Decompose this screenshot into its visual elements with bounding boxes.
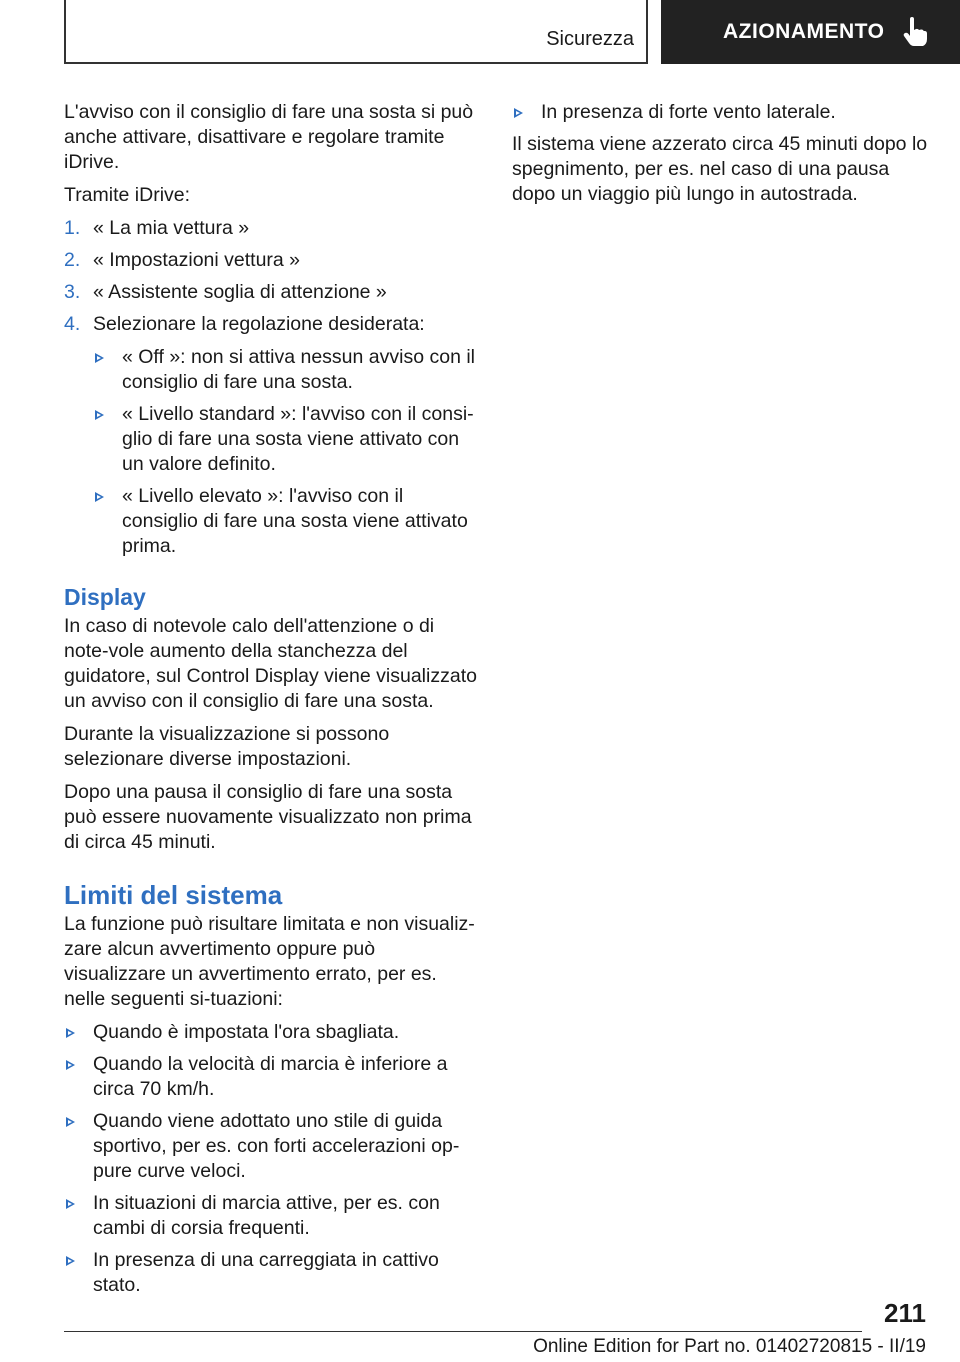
step-number: 1. (64, 217, 81, 239)
left-column (64, 100, 480, 1305)
bullet-triangle-icon (66, 1117, 75, 1127)
limits-list-continued (512, 100, 932, 125)
option-item (93, 402, 480, 477)
pointing-hand-icon (902, 17, 928, 47)
limit-text: Quando viene adottato uno stile di guida sportivo, per es. con forti accelerazioni op-pure curve veloci. (93, 1110, 460, 1182)
footer-divider (64, 1331, 862, 1332)
step-item (64, 248, 480, 273)
limit-text: Quando è impostata l'ora sbagliata. (93, 1021, 400, 1043)
intro-paragraph: L'avviso con il consiglio di fare una sosta si può anche attivare, disattivare e regolare tramite iDrive. (64, 101, 474, 173)
header-chapter-title: AZIONAMENTO (723, 20, 885, 43)
bullet-triangle-icon (95, 492, 104, 502)
step-number: 2. (64, 249, 81, 271)
display-paragraph: Dopo una pausa il consiglio di fare una sosta può essere nuovamente visualizzato non prima di circa 45 minuti. (64, 781, 472, 853)
option-text: « Off »: non si attiva nessun avviso con il consiglio di fare una sosta. (122, 346, 475, 393)
step-text: « Assistente soglia di attenzione » (93, 281, 387, 303)
limits-heading: Limiti del sistema (64, 880, 283, 910)
option-item (93, 345, 480, 395)
limits-intro: La funzione può risultare limitata e non visualiz-zare alcun avvertimento oppure può visualizzare un avvertimento errato, per es. nelle seguenti si-tuazioni: (64, 913, 475, 1010)
reset-note: Il sistema viene azzerato circa 45 minuti dopo lo spegnimento, per es. nel caso di una pausa dopo un viaggio più lungo in autostrada. (512, 133, 928, 205)
limits-list (64, 1020, 480, 1298)
bullet-triangle-icon (66, 1028, 75, 1038)
limit-item (64, 1052, 480, 1102)
step-text: « Impostazioni vettura » (93, 249, 301, 271)
bullet-triangle-icon (66, 1060, 75, 1070)
step-number: 3. (64, 281, 81, 303)
display-heading: Display (64, 584, 146, 610)
idrive-steps-list (64, 216, 480, 559)
limit-item (64, 1191, 480, 1241)
bullet-triangle-icon (514, 108, 523, 118)
limit-item (64, 1020, 480, 1045)
step-text: Selezionare la regolazione desiderata: (93, 313, 425, 335)
display-paragraph: In caso di notevole calo dell'attenzione o di note-vole aumento della stanchezza del guidatore, sul Control Display viene visualizzato un avviso con il consiglio di fare una sosta. (64, 615, 477, 712)
limit-text: In presenza di forte vento laterale. (541, 101, 836, 123)
step-item (64, 280, 480, 305)
limit-text: Quando la velocità di marcia è inferiore a circa 70 km/h. (93, 1053, 448, 1100)
step-item (64, 216, 480, 241)
footer-edition-text: Online Edition for Part no. 01402720815 - II/19 (533, 1336, 926, 1357)
option-item (93, 484, 480, 559)
header-section-title: Sicurezza (546, 28, 634, 50)
option-text: « Livello standard »: l'avviso con il consi-glio di fare una sosta viene attivato con un valore definito. (122, 403, 474, 475)
display-paragraph: Durante la visualizzazione si possono selezionare diverse impostazioni. (64, 723, 390, 770)
right-column (512, 100, 932, 215)
bullet-triangle-icon (95, 410, 104, 420)
header-chapter-tab (661, 0, 960, 64)
page-number: 211 (884, 1298, 926, 1328)
limit-item (64, 1248, 480, 1298)
option-text: « Livello elevato »: l'avviso con il consiglio di fare una sosta viene attivato prima. (122, 485, 468, 557)
limit-text: In presenza di una carreggiata in cattivo stato. (93, 1249, 439, 1296)
limit-item (512, 100, 932, 125)
limit-item (64, 1109, 480, 1184)
step-text: « La mia vettura » (93, 217, 250, 239)
bullet-triangle-icon (95, 353, 104, 363)
step-item (64, 312, 480, 559)
step-number: 4. (64, 313, 81, 335)
limit-text: In situazioni di marcia attive, per es. con cambi di corsia frequenti. (93, 1192, 440, 1239)
via-idrive-label: Tramite iDrive: (64, 184, 191, 206)
bullet-triangle-icon (66, 1256, 75, 1266)
bullet-triangle-icon (66, 1199, 75, 1209)
setting-options-list (93, 345, 480, 559)
